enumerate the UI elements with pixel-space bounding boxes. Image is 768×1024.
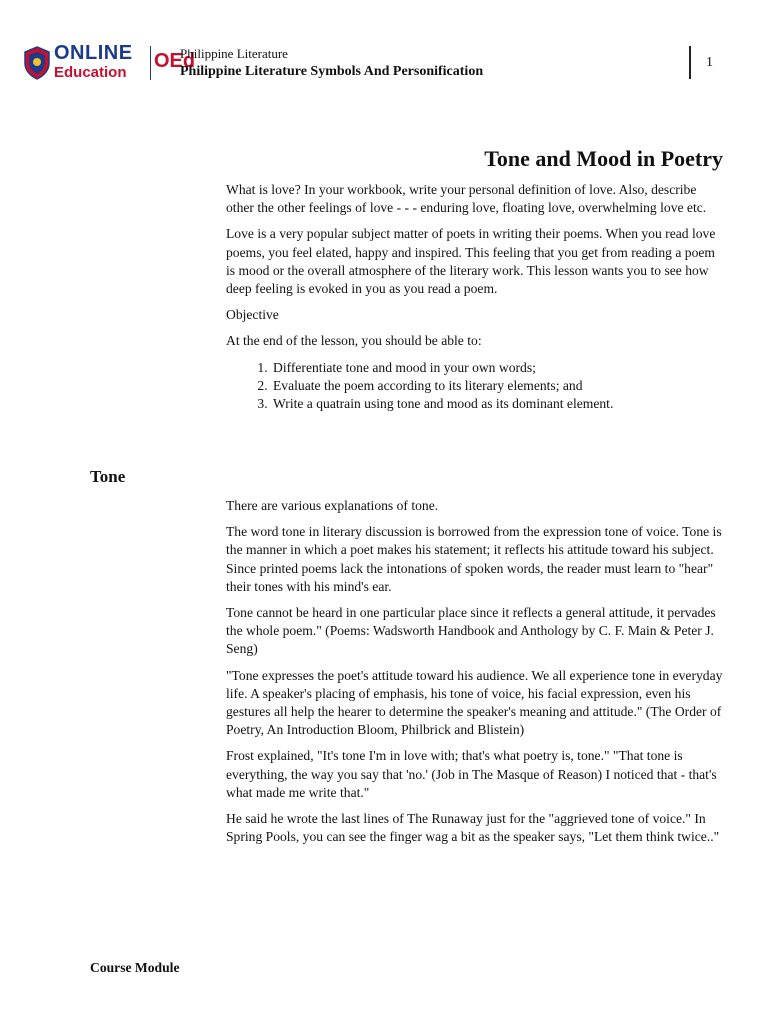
tone-paragraph: "Tone expresses the poet's attitude toward his audience. We all experience tone in everyday life. A speaker's placing of emphasis, his tone of voice, his facial expression, even his gestures all help the hearer to determine the speaker's meaning and attitude." (The Order of Poetry, An Introduction Bloom, Philbrick and Blistein) <box>226 667 723 738</box>
header-module-title: Philippine Literature Symbols And Personification <box>180 64 484 79</box>
section-heading-tone: Tone <box>90 467 126 486</box>
page-header <box>0 0 768 100</box>
list-item: 3. Write a quatrain using tone and mood as its dominant element. <box>271 395 723 413</box>
tone-paragraph: There are various explanations of tone. <box>226 498 439 513</box>
objective-lead: At the end of the lesson, you should be able to: <box>226 333 482 349</box>
page-number: 1 <box>706 55 713 70</box>
objectives-list <box>226 359 723 414</box>
logo-text-online: ONLINE <box>54 42 133 64</box>
list-item: 2. Evaluate the poem according to its literary elements; and <box>271 377 723 395</box>
list-item: 1. Differentiate tone and mood in your own words; <box>271 359 723 377</box>
intro-section <box>226 181 723 413</box>
tone-paragraph: He said he wrote the last lines of The Runaway just for the "aggrieved tone of voice." In Spring Pools, you can see the finger wag a bit as the speaker says, "Let them think twice.." <box>226 811 720 845</box>
intro-paragraph: Love is a very popular subject matter of poets in writing their poems. When you read love poems, you feel elated, happy and inspired. This feeling that you get from reading a poem is mood or the overall atmosphere of the literary work. This lesson wants you to see how deep feeling is evoked in you as you read a poem. <box>226 226 716 297</box>
page-title: Tone and Mood in Poetry <box>484 146 723 171</box>
header-divider <box>689 46 691 79</box>
header-subject: Philippine Literature <box>180 46 288 61</box>
logo-text-oed: OEd <box>154 50 196 72</box>
tone-paragraph: Frost explained, "It's tone I'm in love with; that's what poetry is, tone." "That tone is everything, the way you say that 'no.' (Job in The Masque of Reason) I noticed that - that's what made me write that." <box>226 748 717 800</box>
shield-icon <box>24 46 50 80</box>
online-education-logo <box>24 42 196 84</box>
footer-course-module: Course Module <box>90 960 180 975</box>
tone-paragraph: The word tone in literary discussion is borrowed from the expression tone of voice. Tone is the manner in which a poet makes his statement; it reflects his attitude toward his subject. Since printed poems lack the intonations of spoken words, the reader must learn to "hear" their tones with his mind's ear. <box>226 524 722 594</box>
tone-section <box>226 497 723 854</box>
logo-text-education: Education <box>54 64 127 81</box>
intro-paragraph: What is love? In your workbook, write your personal definition of love. Also, describe other the other feelings of love - - - enduring love, floating love, overwhelming love etc. <box>226 182 707 216</box>
tone-paragraph: Tone cannot be heard in one particular place since it reflects a general attitude, it pervades the whole poem." (Poems: Wadsworth Handbook and Anthology by C. F. Main & Peter J. Seng) <box>226 605 716 657</box>
logo-divider <box>150 46 151 80</box>
objective-label: Objective <box>226 307 279 323</box>
